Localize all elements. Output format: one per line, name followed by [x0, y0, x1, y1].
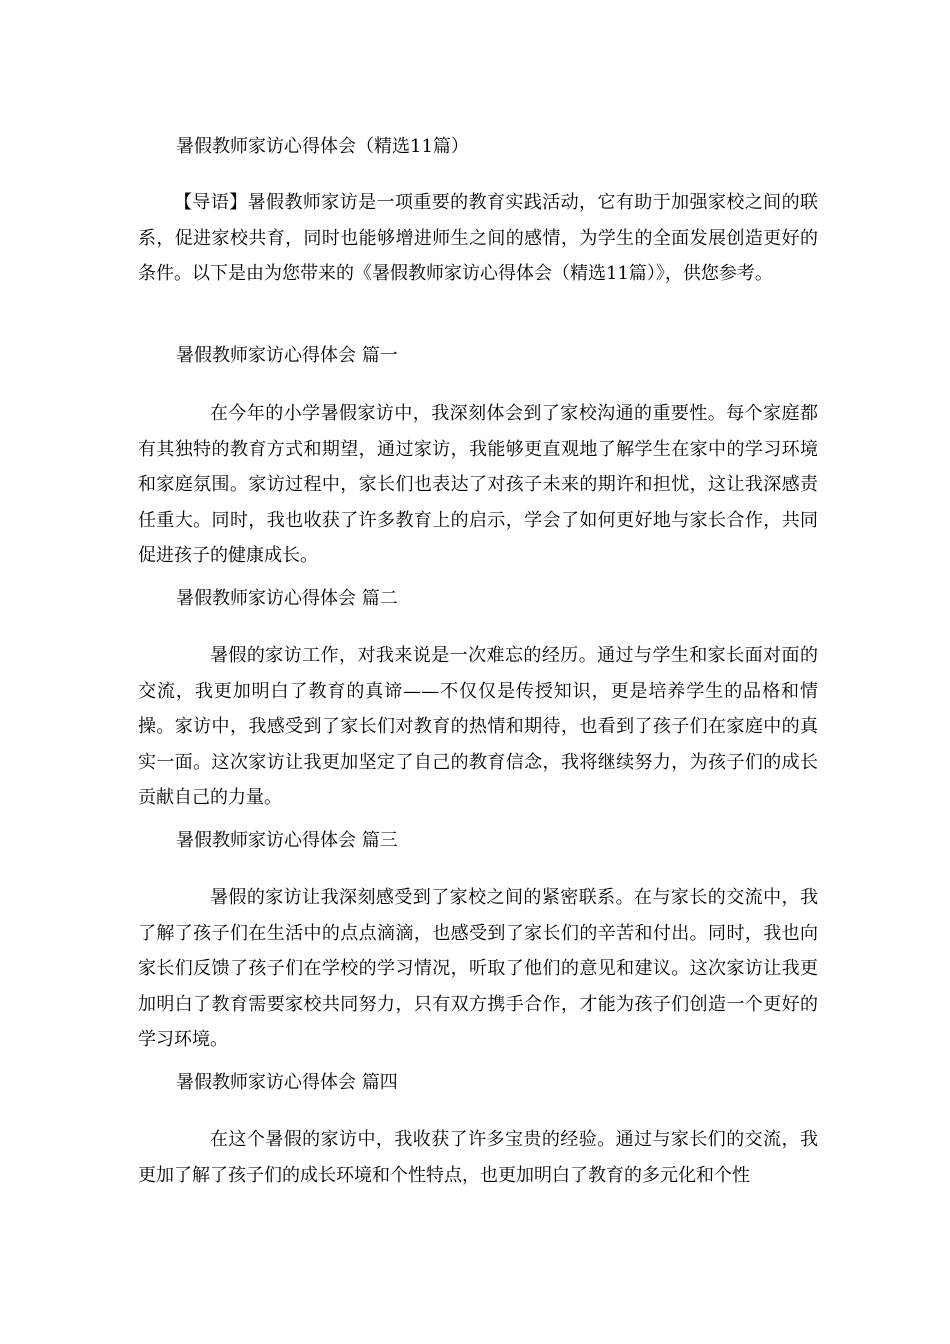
section-body-2: 暑假的家访工作，对我来说是一次难忘的经历。通过与学生和家长面对面的交流，我更加明白了教育的真谛——不仅仅是传授知识，更是培养学生的品格和情操。家访中，我感受到了家长们对教育的热情和期待，也看到了孩子们在家庭中的真实一面。这次家访让我更加坚定了自己的教育信念，我将继续努力，为孩子们的成长贡献自己的力量。 — [138, 645, 818, 808]
document-title: 暑假教师家访心得体会（精选11篇） — [176, 136, 469, 157]
section-body-3: 暑假的家访让我深刻感受到了家校之间的紧密联系。在与家长的交流中，我了解了孩子们在生活中的点点滴滴，也感受到了家长们的辛苦和付出。同时，我也向家长们反馈了孩子们在学校的学习情况，听取了他们的意见和建议。这次家访让我更加明白了教育需要家校共同努力，只有双方携手合作，才能为孩子们创造一个更好的学习环境。 — [138, 887, 818, 1050]
section-body-4: 在这个暑假的家访中，我收获了许多宝贵的经验。通过与家长们的交流，我更加了解了孩子们的成长环境和个性特点，也更加明白了教育的多元化和个性 — [138, 1129, 818, 1186]
intro-paragraph: 【导语】暑假教师家访是一项重要的教育实践活动，它有助于加强家校之间的联系，促进家校共育，同时也能够增进师生之间的感情，为学生的全面发展创造更好的条件。以下是由为您带来的《暑假教师家访心得体会（精选11篇）》，供您参考。 — [138, 192, 818, 284]
section-heading-4: 暑假教师家访心得体会 篇四 — [176, 1072, 398, 1093]
section-body-1: 在今年的小学暑假家访中，我深刻体会到了家校沟通的重要性。每个家庭都有其独特的教育方式和期望，通过家访，我能够更直观地了解学生在家中的学习环境和家庭氛围。家访过程中，家长们也表达了对孩子未来的期许和担忧，这让我深感责任重大。同时，我也收获了许多教育上的启示，学会了如何更好地与家长合作，共同促进孩子的健康成长。 — [138, 403, 818, 566]
section-heading-2: 暑假教师家访心得体会 篇二 — [176, 588, 398, 609]
section-heading-3: 暑假教师家访心得体会 篇三 — [176, 830, 398, 851]
section-heading-1: 暑假教师家访心得体会 篇一 — [176, 345, 398, 366]
